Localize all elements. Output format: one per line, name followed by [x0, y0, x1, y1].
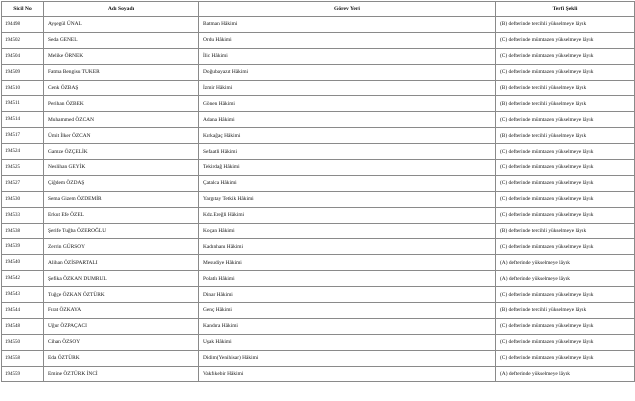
duty-station-cell: Koçan Hâkimi [199, 223, 496, 239]
promotion-type-cell: (A) defterinde yükselmeye lâyık [496, 271, 635, 287]
name-cell: Şerife Tuğba ÖZEROĞLU [44, 223, 199, 239]
name-cell: Cenk ÖZBAŞ [44, 80, 199, 96]
table-row [2, 191, 635, 207]
duty-station-cell: Kadınhanı Hâkimi [199, 239, 496, 255]
sicil-no-cell: 194498 [2, 17, 44, 33]
table-row [2, 48, 635, 64]
duty-station-cell: Didim(Yenihisar) Hâkimi [199, 350, 496, 366]
sicil-no-cell: 194524 [2, 144, 44, 160]
promotion-type-cell: (C) defterinde mümtazen yükselmeye lâyık [496, 175, 635, 191]
name-cell: Muhammed ÖZCAN [44, 112, 199, 128]
name-cell: Tuğçe ÖZKAN ÖZTÜRK [44, 287, 199, 303]
sicil-no-cell: 194548 [2, 318, 44, 334]
header-adi-soyadi: Adı Soyadı [44, 2, 199, 17]
name-cell: Seda GENEL [44, 32, 199, 48]
header-row [2, 2, 635, 17]
promotion-type-cell: (B) defterinde tercihli yükselmeye lâyık [496, 17, 635, 33]
header-sicil-no: Sicil No [2, 2, 44, 17]
table-row [2, 350, 635, 366]
promotion-type-cell: (B) defterinde tercihli yükselmeye lâyık [496, 303, 635, 319]
promotion-type-cell: (C) defterinde mümtazen yükselmeye lâyık [496, 239, 635, 255]
promotion-type-cell: (B) defterinde tercihli yükselmeye lâyık [496, 80, 635, 96]
sicil-no-cell: 194517 [2, 128, 44, 144]
duty-station-cell: Kandıra Hâkimi [199, 318, 496, 334]
name-cell: Gamze ÖZÇELİK [44, 144, 199, 160]
sicil-no-cell: 194527 [2, 175, 44, 191]
sicil-no-cell: 194550 [2, 334, 44, 350]
duty-station-cell: Çatalca Hâkimi [199, 175, 496, 191]
name-cell: Zerrin GÜRSOY [44, 239, 199, 255]
sicil-no-cell: 194538 [2, 223, 44, 239]
duty-station-cell: Dinar Hâkimi [199, 287, 496, 303]
sicil-no-cell: 194504 [2, 48, 44, 64]
table-row [2, 255, 635, 271]
duty-station-cell: Yargıtay Tetkik Hâkimi [199, 191, 496, 207]
promotion-type-cell: (C) defterinde mümtazen yükselmeye lâyık [496, 160, 635, 176]
sicil-no-cell: 194533 [2, 207, 44, 223]
name-cell: Sema Gizem ÖZDEMİR [44, 191, 199, 207]
name-cell: Erkut Efe ÖZEL [44, 207, 199, 223]
promotion-type-cell: (C) defterinde mümtazen yükselmeye lâyık [496, 287, 635, 303]
table-row [2, 366, 635, 382]
header-terfi-sekli: Terfi Şekli [496, 2, 635, 17]
table-row [2, 207, 635, 223]
duty-station-cell: Polatlı Hâkimi [199, 271, 496, 287]
sicil-no-cell: 194558 [2, 350, 44, 366]
table-row [2, 160, 635, 176]
duty-station-cell: Ordu Hâkimi [199, 32, 496, 48]
promotion-type-cell: (C) defterinde mümtazen yükselmeye lâyık [496, 64, 635, 80]
duty-station-cell: Mesudiye Hâkimi [199, 255, 496, 271]
name-cell: Fırat ÖZKAYA [44, 303, 199, 319]
name-cell: Ümit İlker ÖZCAN [44, 128, 199, 144]
promotion-list-sheet [0, 1, 635, 382]
sicil-no-cell: 194559 [2, 366, 44, 382]
sicil-no-cell: 194525 [2, 160, 44, 176]
table-header [2, 2, 635, 17]
header-gorev-yeri: Görev Yeri [199, 2, 496, 17]
name-cell: Cihan ÖZSOY [44, 334, 199, 350]
promotion-type-cell: (C) defterinde mümtazen yükselmeye lâyık [496, 207, 635, 223]
name-cell: Ayşegül ÜNAL [44, 17, 199, 33]
table-row [2, 303, 635, 319]
duty-station-cell: İzmir Hâkimi [199, 80, 496, 96]
promotion-type-cell: (B) defterinde tercihli yükselmeye lâyık [496, 96, 635, 112]
promotion-type-cell: (C) defterinde mümtazen yükselmeye lâyık [496, 318, 635, 334]
name-cell: Uğur ÖZPAÇACI [44, 318, 199, 334]
table-row [2, 175, 635, 191]
promotion-type-cell: (B) defterinde tercihli yükselmeye lâyık [496, 223, 635, 239]
table-row [2, 80, 635, 96]
promotion-type-cell: (B) defterinde tercihli yükselmeye lâyık [496, 128, 635, 144]
name-cell: Çiğdem ÖZDAŞ [44, 175, 199, 191]
sicil-no-cell: 194510 [2, 80, 44, 96]
name-cell: Perihan ÖZBEK [44, 96, 199, 112]
duty-station-cell: Gönen Hâkimi [199, 96, 496, 112]
promotion-type-cell: (A) defterinde yükselmeye lâyık [496, 255, 635, 271]
promotion-type-cell: (C) defterinde mümtazen yükselmeye lâyık [496, 32, 635, 48]
promotion-table [1, 1, 635, 382]
sicil-no-cell: 194542 [2, 271, 44, 287]
table-row [2, 334, 635, 350]
sicil-no-cell: 194511 [2, 96, 44, 112]
name-cell: Eda ÖZTÜRK [44, 350, 199, 366]
sicil-no-cell: 194514 [2, 112, 44, 128]
table-row [2, 223, 635, 239]
promotion-type-cell: (A) defterinde yükselmeye lâyık [496, 366, 635, 382]
duty-station-cell: Sefaatli Hâkimi [199, 144, 496, 160]
promotion-type-cell: (C) defterinde mümtazen yükselmeye lâyık [496, 334, 635, 350]
table-row [2, 17, 635, 33]
name-cell: Şefika ÖZKAN DUMRUL [44, 271, 199, 287]
table-row [2, 318, 635, 334]
table-row [2, 287, 635, 303]
duty-station-cell: Adana Hâkimi [199, 112, 496, 128]
sicil-no-cell: 194509 [2, 64, 44, 80]
promotion-type-cell: (C) defterinde mümtazen yükselmeye lâyık [496, 191, 635, 207]
sicil-no-cell: 194502 [2, 32, 44, 48]
name-cell: Neslihan GEYİK [44, 160, 199, 176]
duty-station-cell: Kdz.Ereğli Hâkimi [199, 207, 496, 223]
sicil-no-cell: 194544 [2, 303, 44, 319]
duty-station-cell: Kırkağaç Hâkimi [199, 128, 496, 144]
promotion-type-cell: (C) defterinde mümtazen yükselmeye lâyık [496, 144, 635, 160]
table-row [2, 96, 635, 112]
table-row [2, 64, 635, 80]
name-cell: Fatma Bengisu TUKER [44, 64, 199, 80]
promotion-type-cell: (C) defterinde mümtazen yükselmeye lâyık [496, 48, 635, 64]
name-cell: Alihan ÖZİSPARTALI [44, 255, 199, 271]
table-body [2, 17, 635, 382]
promotion-type-cell: (C) defterinde mümtazen yükselmeye lâyık [496, 350, 635, 366]
name-cell: Emine ÖZTÜRK İNCİ [44, 366, 199, 382]
duty-station-cell: İlic Hâkimi [199, 48, 496, 64]
table-row [2, 144, 635, 160]
duty-station-cell: Doğubayazıt Hâkimi [199, 64, 496, 80]
table-row [2, 32, 635, 48]
duty-station-cell: Tekirdağ Hâkimi [199, 160, 496, 176]
promotion-type-cell: (C) defterinde mümtazen yükselmeye lâyık [496, 112, 635, 128]
table-row [2, 239, 635, 255]
sicil-no-cell: 194543 [2, 287, 44, 303]
duty-station-cell: Genç Hâkimi [199, 303, 496, 319]
name-cell: Melike ÖRNEK [44, 48, 199, 64]
duty-station-cell: Vakfıkebir Hâkimi [199, 366, 496, 382]
table-row [2, 112, 635, 128]
sicil-no-cell: 194530 [2, 191, 44, 207]
table-row [2, 128, 635, 144]
duty-station-cell: Uşak Hâkimi [199, 334, 496, 350]
sicil-no-cell: 194540 [2, 255, 44, 271]
table-row [2, 271, 635, 287]
sicil-no-cell: 194539 [2, 239, 44, 255]
duty-station-cell: Batman Hâkimi [199, 17, 496, 33]
